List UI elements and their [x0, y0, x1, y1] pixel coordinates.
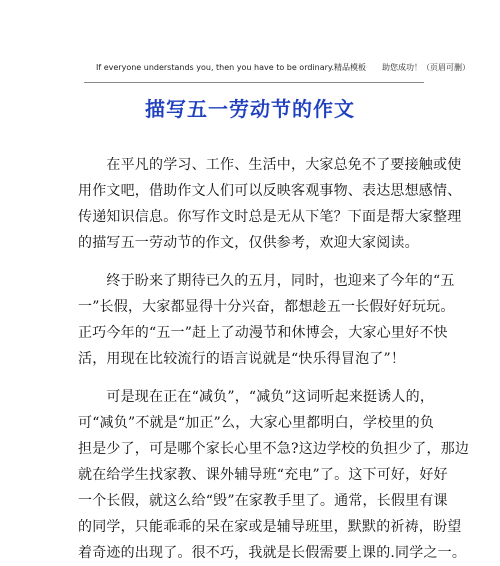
- page-header-text: If everyone understands you, then you have to be ordinary.精品模板 助您成功！（页眉可删）: [96, 63, 471, 72]
- text-line: 一”长假，大家都显得十分兴奋，都想趁五一长假好好玩玩。: [78, 299, 455, 315]
- text-line: 正巧今年的“五一”赶上了动漫节和休博会，大家心里好不快: [78, 325, 448, 341]
- text-line: 在平凡的学习、工作、生活中，大家总免不了要接触或使: [78, 157, 462, 173]
- text-line: 的同学，只能乖乖的呆在家或是辅导班里，默默的祈祷，盼望: [78, 519, 462, 535]
- paragraph-2: [78, 268, 455, 372]
- header-divider: [84, 82, 424, 83]
- text-line: 担是少了，可是哪个家长心里不急?这边学校的负担少了，那边: [78, 441, 470, 457]
- text-line: 活，用现在比较流行的语言说就是“快乐得冒泡了”！: [78, 351, 406, 367]
- paragraph-1: [78, 152, 462, 256]
- paragraph-3: [78, 384, 470, 566]
- text-line: 传递知识信息。你写作文时总是无从下笔？下面是帮大家整理: [78, 209, 462, 225]
- text-line: 就在给学生找家教、课外辅导班“充电”了。这下可好，好好: [78, 467, 448, 483]
- text-line: 可“减负”不就是“加正”么，大家心里都明白，学校里的负: [78, 415, 435, 431]
- text-line: 终于盼来了期待已久的五月，同时，也迎来了今年的“五: [78, 273, 455, 289]
- document-body: [78, 152, 470, 566]
- text-line: 可是现在正在“减负”，“减负”这词听起来挺诱人的，: [78, 389, 435, 405]
- text-line: 用作文吧，借助作文人们可以反映客观事物、表达思想感情、: [78, 183, 462, 199]
- text-line: 着奇迹的出现了。很不巧，我就是长假需要上课的.同学之一。: [78, 545, 467, 561]
- text-line: 一个长假，就这么给“毁”在家教手里了。通常，长假里有课: [78, 493, 448, 509]
- text-line: 的描写五一劳动节的作文，仅供参考，欢迎大家阅读。: [78, 235, 419, 251]
- document-title: 描写五一劳动节的作文: [145, 97, 355, 121]
